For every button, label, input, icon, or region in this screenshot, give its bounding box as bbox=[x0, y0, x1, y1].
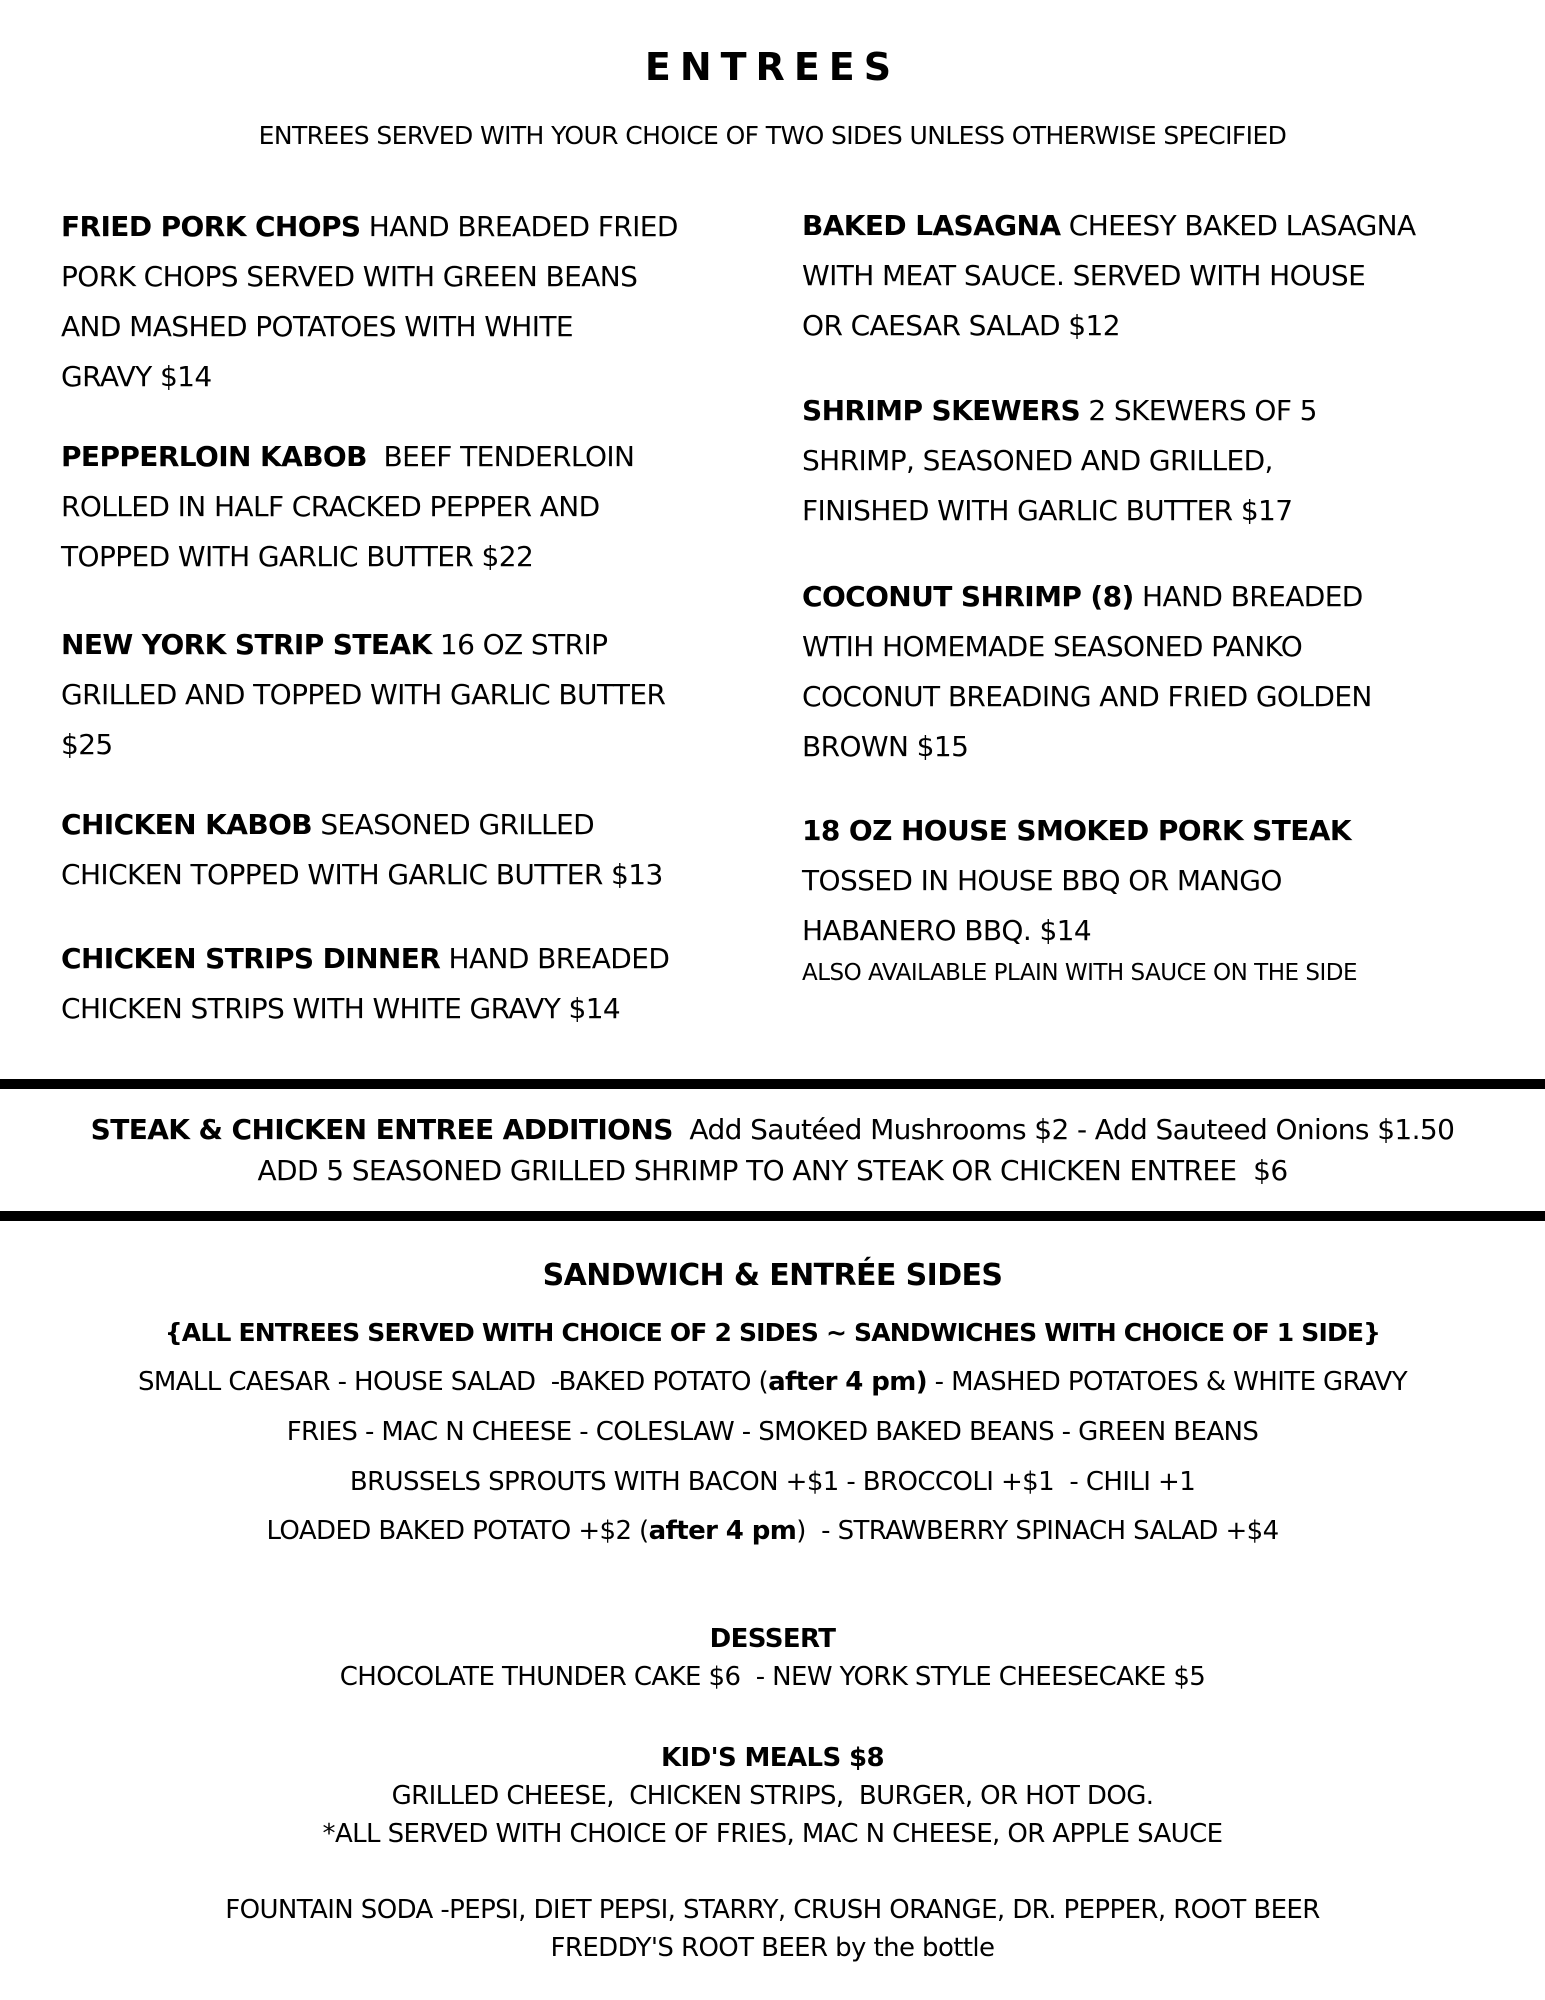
item-description: AND MASHED POTATOES WITH WHITE bbox=[61, 310, 573, 343]
sides-title: SANDWICH & ENTRÉE SIDES bbox=[542, 1258, 1003, 1293]
item-description: CHEESY BAKED LASAGNA bbox=[1060, 209, 1416, 242]
sides-line-2: FRIES - MAC N CHEESE - COLESLAW - SMOKED BAKED BEANS - GREEN BEANS bbox=[286, 1417, 1259, 1447]
menu-item-fried-pork-chops bbox=[61, 202, 761, 402]
item-name: 18 OZ HOUSE SMOKED PORK STEAK bbox=[802, 814, 1351, 847]
item-description: 2 SKEWERS OF 5 bbox=[1080, 394, 1317, 427]
menu-item-chicken-kabob bbox=[61, 800, 761, 900]
item-description: $25 bbox=[61, 728, 113, 761]
item-name: CHICKEN STRIPS DINNER bbox=[61, 942, 441, 975]
item-description: 16 OZ STRIP bbox=[431, 628, 608, 661]
kids-meals-title: KID'S MEALS $8 bbox=[660, 1743, 885, 1773]
item-name: NEW YORK STRIP STEAK bbox=[61, 628, 432, 661]
additions-options: Add Sautéed Mushrooms $2 - Add Sauteed Onions $1.50 bbox=[672, 1113, 1455, 1146]
item-description: ROLLED IN HALF CRACKED PEPPER AND bbox=[61, 490, 600, 523]
item-name: FRIED PORK CHOPS bbox=[61, 210, 361, 243]
sides-line-3: BRUSSELS SPROUTS WITH BACON +$1 - BROCCOLI +$1 - CHILI +1 bbox=[349, 1467, 1196, 1497]
item-description: FINISHED WITH GARLIC BUTTER $17 bbox=[802, 494, 1293, 527]
sides-note: {ALL ENTREES SERVED WITH CHOICE OF 2 SIDES ~ SANDWICHES WITH CHOICE OF 1 SIDE} bbox=[164, 1318, 1381, 1347]
menu-item-pepperloin-kabob bbox=[61, 432, 761, 582]
item-name: COCONUT SHRIMP (8) bbox=[802, 580, 1134, 613]
page-subtitle: ENTREES SERVED WITH YOUR CHOICE OF TWO SIDES UNLESS OTHERWISE SPECIFIED bbox=[258, 121, 1287, 150]
sides-text: LOADED BAKED POTATO +$2 ( bbox=[266, 1516, 649, 1546]
item-description: PORK CHOPS SERVED WITH GREEN BEANS bbox=[61, 260, 638, 293]
item-description: HABANERO BBQ. $14 bbox=[802, 914, 1092, 947]
item-description: GRAVY $14 bbox=[61, 360, 212, 393]
sides-time-note: after 4 pm) bbox=[768, 1367, 927, 1397]
item-description: GRILLED AND TOPPED WITH GARLIC BUTTER bbox=[61, 678, 666, 711]
item-description: TOPPED WITH GARLIC BUTTER $22 bbox=[61, 540, 534, 573]
item-description: BROWN $15 bbox=[802, 730, 969, 763]
item-description: WTIH HOMEMADE SEASONED PANKO bbox=[802, 630, 1303, 663]
kids-meals-note: *ALL SERVED WITH CHOICE OF FRIES, MAC N CHEESE, OR APPLE SAUCE bbox=[322, 1819, 1223, 1849]
item-description: CHICKEN STRIPS WITH WHITE GRAVY $14 bbox=[61, 992, 621, 1025]
item-name: SHRIMP SKEWERS bbox=[802, 394, 1081, 427]
item-description: TOSSED IN HOUSE BBQ OR MANGO bbox=[802, 864, 1282, 897]
menu-item-shrimp-skewers bbox=[802, 386, 1502, 536]
item-description: CHICKEN TOPPED WITH GARLIC BUTTER $13 bbox=[61, 858, 663, 891]
kids-meals-items: GRILLED CHEESE, CHICKEN STRIPS, BURGER, OR HOT DOG. bbox=[391, 1781, 1154, 1811]
entree-additions-line-1 bbox=[0, 1109, 1545, 1150]
divider-bottom bbox=[0, 1211, 1545, 1221]
item-description: COCONUT BREADING AND FRIED GOLDEN bbox=[802, 680, 1372, 713]
sides-time-note: after 4 pm bbox=[648, 1516, 797, 1546]
item-description: BEEF TENDERLOIN bbox=[366, 440, 635, 473]
sides-text: ) - STRAWBERRY SPINACH SALAD +$4 bbox=[796, 1516, 1279, 1546]
item-description: HAND BREADED FRIED bbox=[360, 210, 678, 243]
item-description: WITH MEAT SAUCE. SERVED WITH HOUSE bbox=[802, 259, 1366, 292]
bottled-root-beer: FREDDY'S ROOT BEER by the bottle bbox=[550, 1933, 995, 1963]
item-name: CHICKEN KABOB bbox=[61, 808, 313, 841]
dessert-items: CHOCOLATE THUNDER CAKE $6 - NEW YORK STYLE CHEESECAKE $5 bbox=[339, 1662, 1206, 1692]
item-name: BAKED LASAGNA bbox=[802, 209, 1061, 242]
menu-item-smoked-pork-steak bbox=[802, 806, 1502, 990]
sides-line-1 bbox=[0, 1357, 1545, 1407]
entree-additions-line-2: ADD 5 SEASONED GRILLED SHRIMP TO ANY STEAK OR CHICKEN ENTREE $6 bbox=[257, 1154, 1288, 1187]
item-description: HAND BREADED bbox=[1133, 580, 1363, 613]
item-note: ALSO AVAILABLE PLAIN WITH SAUCE ON THE SIDE bbox=[802, 960, 1357, 986]
sides-text: SMALL CAESAR - HOUSE SALAD -BAKED POTATO ( bbox=[137, 1367, 769, 1397]
menu-item-chicken-strips-dinner bbox=[61, 934, 761, 1034]
menu-item-baked-lasagna bbox=[802, 201, 1502, 351]
item-name: PEPPERLOIN KABOB bbox=[61, 440, 367, 473]
sides-line-4 bbox=[0, 1506, 1545, 1556]
menu-item-coconut-shrimp bbox=[802, 572, 1502, 772]
page-title: ENTREES bbox=[644, 45, 901, 89]
additions-label: STEAK & CHICKEN ENTREE ADDITIONS bbox=[90, 1113, 673, 1146]
item-description: HAND BREADED bbox=[440, 942, 670, 975]
menu-item-new-york-strip-steak bbox=[61, 620, 761, 770]
item-description: OR CAESAR SALAD $12 bbox=[802, 309, 1120, 342]
item-description: SHRIMP, SEASONED AND GRILLED, bbox=[802, 444, 1273, 477]
sides-text: - MASHED POTATOES & WHITE GRAVY bbox=[927, 1367, 1408, 1397]
dessert-title: DESSERT bbox=[709, 1624, 836, 1654]
divider-top bbox=[0, 1079, 1545, 1089]
item-description: SEASONED GRILLED bbox=[312, 808, 595, 841]
fountain-soda-list: FOUNTAIN SODA -PEPSI, DIET PEPSI, STARRY, CRUSH ORANGE, DR. PEPPER, ROOT BEER bbox=[225, 1895, 1320, 1925]
